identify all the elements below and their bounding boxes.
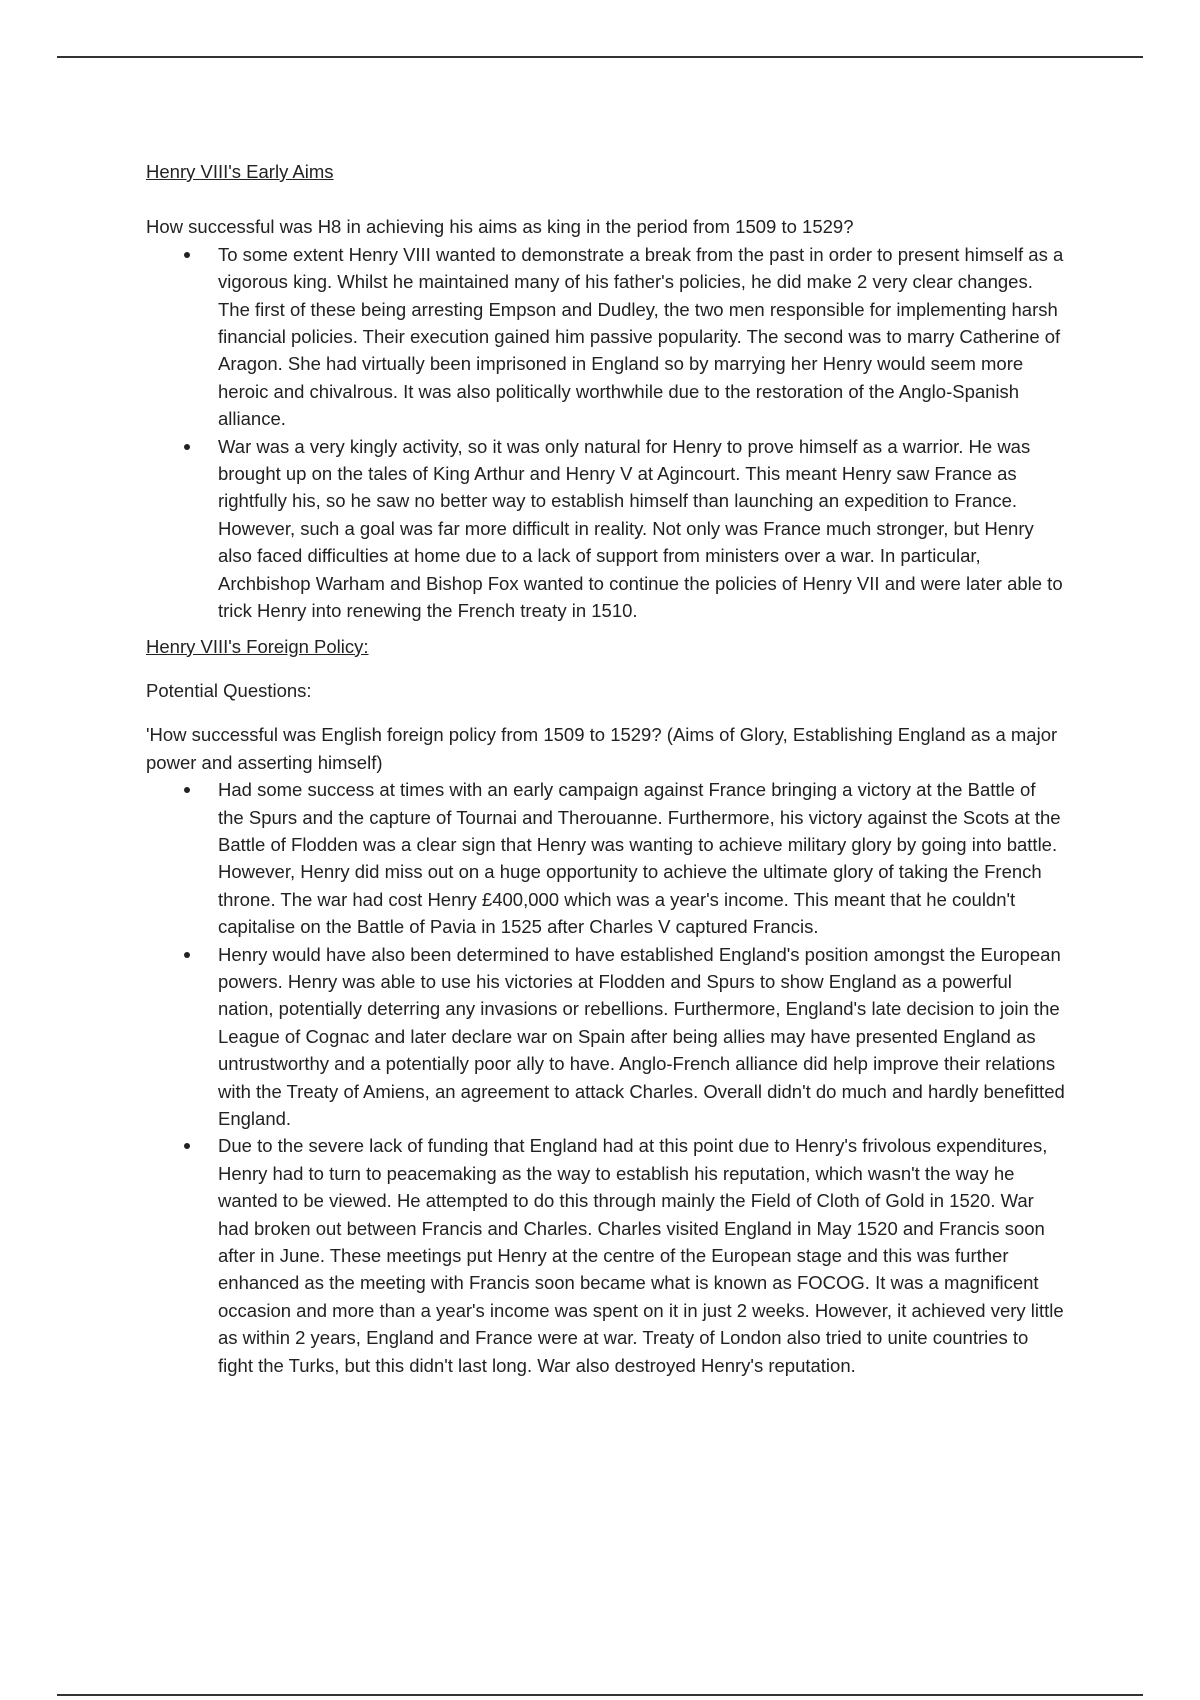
essay-question-foreign-policy: 'How successful was English foreign policy from 1509 to 1529? (Aims of Glory, Establishing England as a major power and asserting himself)	[146, 724, 1058, 773]
section-heading-foreign-policy: Henry VIII's Foreign Policy:	[146, 635, 369, 657]
list-item: To some extent Henry VIII wanted to demonstrate a break from the past in order to present himself as a vigorous king. Whilst he maintained many of his father's policies, he did make 2 very clear changes. The first of these being arresting Empson and Dudley, the two men responsible for implementing harsh financial policies. Their execution gained him passive popularity. The second was to marry Catherine of Aragon. She had virtually been imprisoned in England so by marrying her Henry would seem more heroic and chivalrous. It was also politically worthwhile due to the restoration of the Anglo-Spanish alliance.	[146, 241, 1066, 433]
essay-question-early-aims: How successful was H8 in achieving his aims as king in the period from 1509 to 1529?	[146, 216, 854, 238]
list-item: Henry would have also been determined to have established England's position amongst the European powers. Henry was able to use his victories at Flodden and Spurs to show England as a powerful nation, potentially deterring any invasions or rebellions. Furthermore, England's late decision to join the League of Cognac and later declare war on Spain after being allies may have presented England as untrustworthy and a potentially poor ally to have. Anglo-French alliance did help improve their relations with the Treaty of Amiens, an agreement to attack Charles. Overall didn't do much and hardly benefitted England.	[146, 941, 1066, 1133]
list-item: War was a very kingly activity, so it was only natural for Henry to prove himself as a warrior. He was brought up on the tales of King Arthur and Henry V at Agincourt. This meant Henry saw France as rightfully his, so he saw no better way to establish himself than launching an expedition to France. However, such a goal was far more difficult in reality. Not only was France much stronger, but Henry also faced difficulties at home due to a lack of support from ministers over a war. In particular, Archbishop Warham and Bishop Fox wanted to continue the policies of Henry VII and were later able to trick Henry into renewing the French treaty in 1510.	[146, 433, 1066, 625]
bullet-list-early-aims	[146, 241, 1066, 625]
potential-questions-label: Potential Questions:	[146, 679, 312, 701]
list-item: Had some success at times with an early campaign against France bringing a victory at the Battle of the Spurs and the capture of Tournai and Therouanne. Furthermore, his victory against the Scots at the Battle of Flodden was a clear sign that Henry was wanting to achieve military glory by going into battle. However, Henry did miss out on a huge opportunity to achieve the ultimate glory of taking the French throne. The war had cost Henry £400,000 which was a year's income. This meant that he couldn't capitalise on the Battle of Pavia in 1525 after Charles V captured Francis.	[146, 776, 1066, 940]
list-item: Due to the severe lack of funding that England had at this point due to Henry's frivolous expenditures, Henry had to turn to peacemaking as the way to establish his reputation, which wasn't the way he wanted to be viewed. He attempted to do this through mainly the Field of Cloth of Gold in 1520. War had broken out between Francis and Charles. Charles visited England in May 1520 and Francis soon after in June. These meetings put Henry at the centre of the European stage and this was further enhanced as the meeting with Francis soon became what is known as FOCOG. It was a magnificent occasion and more than a year's income was spent on it in just 2 weeks. However, it achieved very little as within 2 years, England and France were at war. Treaty of London also tried to unite countries to fight the Turks, but this didn't last long. War also destroyed Henry's reputation.	[146, 1132, 1066, 1379]
footer-rule	[57, 1694, 1143, 1696]
document-body	[146, 158, 1066, 1379]
section-heading-early-aims: Henry VIII's Early Aims	[146, 161, 334, 182]
bullet-list-foreign-policy	[146, 776, 1066, 1379]
header-rule	[57, 56, 1143, 58]
